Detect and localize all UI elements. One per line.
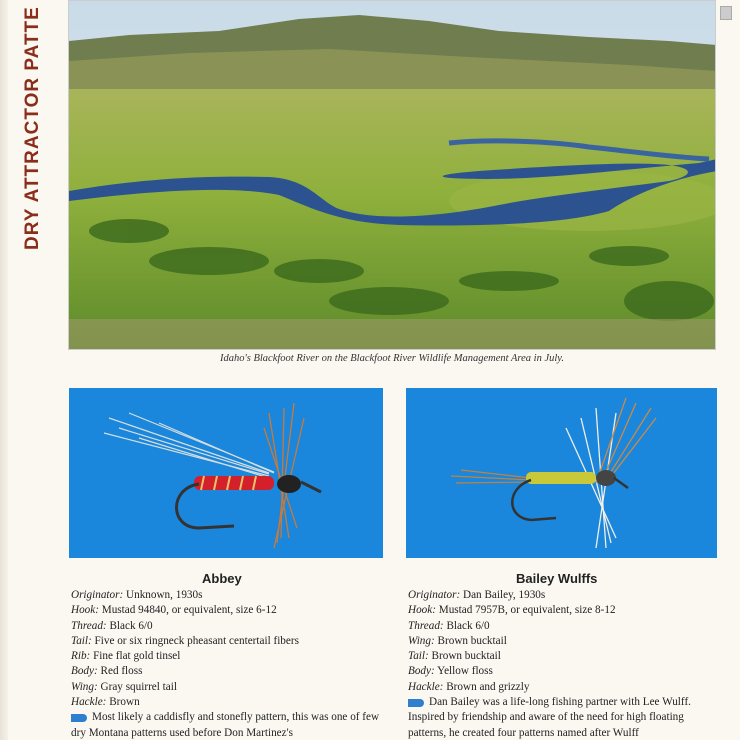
spec-row: Body: Yellow floss: [408, 665, 493, 678]
bailey-wulffs-note: Dan Bailey was a life-long fishing partner with Lee Wulff. Inspired by friendship and aware of the need for high floating patterns, he created four patterns named after Wulff: [408, 696, 691, 739]
spec-row: Wing: Brown bucktail: [408, 634, 507, 647]
bailey-wulffs-recipe: [408, 588, 718, 740]
abbey-recipe: [71, 588, 389, 740]
river-landscape-photo: [68, 0, 716, 350]
spec-row: Hackle: Brown and grizzly: [408, 680, 530, 693]
abbey-fly-photo: [69, 388, 383, 558]
abbey-note: Most likely a caddisfly and stonefly pattern, this was one of few dry Montana patterns used before Don Martinez's: [71, 711, 380, 739]
bailey-wulffs-title: Bailey Wulffs: [516, 571, 598, 586]
arrow-icon: [408, 699, 424, 707]
spec-row: Hook: Mustad 7957B, or equivalent, size 8-12: [408, 604, 616, 617]
spec-row: Tail: Brown bucktail: [408, 650, 501, 663]
spec-row: Thread: Black 6/0: [71, 619, 153, 632]
corner-mark-icon: [720, 6, 732, 20]
abbey-title: Abbey: [202, 571, 242, 586]
spec-row: Thread: Black 6/0: [408, 619, 490, 632]
page-edge: [0, 0, 8, 740]
spec-row: Originator: Dan Bailey, 1930s: [408, 589, 546, 601]
spec-row: Body: Red floss: [71, 665, 143, 678]
spec-row: Hackle: Brown: [71, 696, 140, 709]
spec-row: Tail: Five or six ringneck pheasant centertail fibers: [71, 634, 299, 647]
section-title: DRY ATTRACTOR PATTE: [22, 6, 43, 250]
spec-row: Wing: Gray squirrel tail: [71, 680, 177, 693]
bailey-wulffs-fly-photo: [406, 388, 717, 558]
spec-row: Hook: Mustad 94840, or equivalent, size 6-12: [71, 604, 277, 617]
spec-row: Originator: Unknown, 1930s: [71, 589, 203, 601]
spec-row: Rib: Fine flat gold tinsel: [71, 650, 181, 663]
arrow-icon: [71, 714, 87, 722]
photo-caption: Idaho's Blackfoot River on the Blackfoot River Wildlife Management Area in July.: [220, 353, 564, 364]
